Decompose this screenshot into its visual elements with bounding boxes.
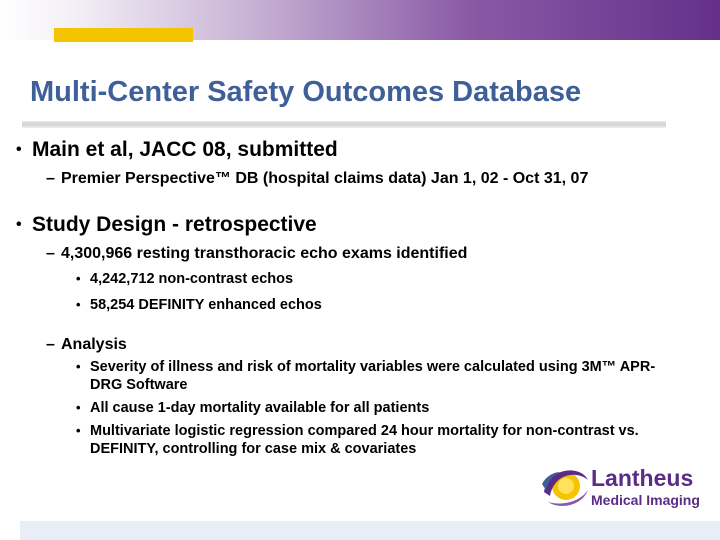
sub-bullet-2-1 bbox=[46, 245, 467, 263]
bullet-icon: • bbox=[76, 400, 81, 415]
sub-bullet-1-1-text: Premier Perspective™ DB (hospital claims data) Jan 1, 02 - Oct 31, 07 bbox=[61, 170, 589, 187]
bullet-icon: • bbox=[76, 271, 81, 286]
main-bullet-2-text: Study Design - retrospective bbox=[32, 213, 317, 236]
sub-bullet-2-2-text: Analysis bbox=[61, 336, 127, 353]
sub-bullet-2-1-text: 4,300,966 resting transthoracic echo exams identified bbox=[61, 245, 468, 262]
bullet-icon: • bbox=[76, 359, 81, 374]
bullet-icon: • bbox=[76, 423, 81, 438]
list-item: • 58,254 DEFINITY enhanced echos bbox=[76, 297, 322, 313]
dash-icon: – bbox=[46, 336, 55, 353]
main-bullet-2 bbox=[16, 213, 317, 237]
bullet-icon: • bbox=[16, 141, 22, 158]
bullet-icon: • bbox=[16, 216, 22, 233]
footer-band bbox=[20, 521, 720, 540]
list-item: • Multivariate logistic regression compared 24 hour mortality for non-contrast vs. DEFINITY, controlling for case mix & covariates bbox=[76, 423, 639, 457]
lantheus-logo bbox=[540, 462, 715, 510]
dash-icon: – bbox=[46, 170, 55, 187]
bullet-icon: • bbox=[76, 297, 81, 312]
logo-text-secondary: Medical Imaging bbox=[591, 492, 700, 508]
list-item: • Severity of illness and risk of mortality variables were calculated using 3M™ APR-DRG Software bbox=[76, 359, 656, 393]
sub-bullet-2-2 bbox=[46, 336, 127, 354]
slide-title: Multi-Center Safety Outcomes Database bbox=[30, 76, 582, 108]
list-item: • All cause 1-day mortality available for all patients bbox=[76, 400, 430, 416]
main-bullet-1-text: Main et al, JACC 08, submitted bbox=[32, 138, 338, 161]
sub-bullet-1-1 bbox=[46, 170, 588, 188]
main-bullet-1 bbox=[16, 138, 338, 162]
list-item: • 4,242,712 non-contrast echos bbox=[76, 271, 294, 287]
lantheus-swirl-icon bbox=[540, 462, 592, 510]
logo-text-primary: Lantheus bbox=[591, 465, 694, 491]
dash-icon: – bbox=[46, 245, 55, 262]
